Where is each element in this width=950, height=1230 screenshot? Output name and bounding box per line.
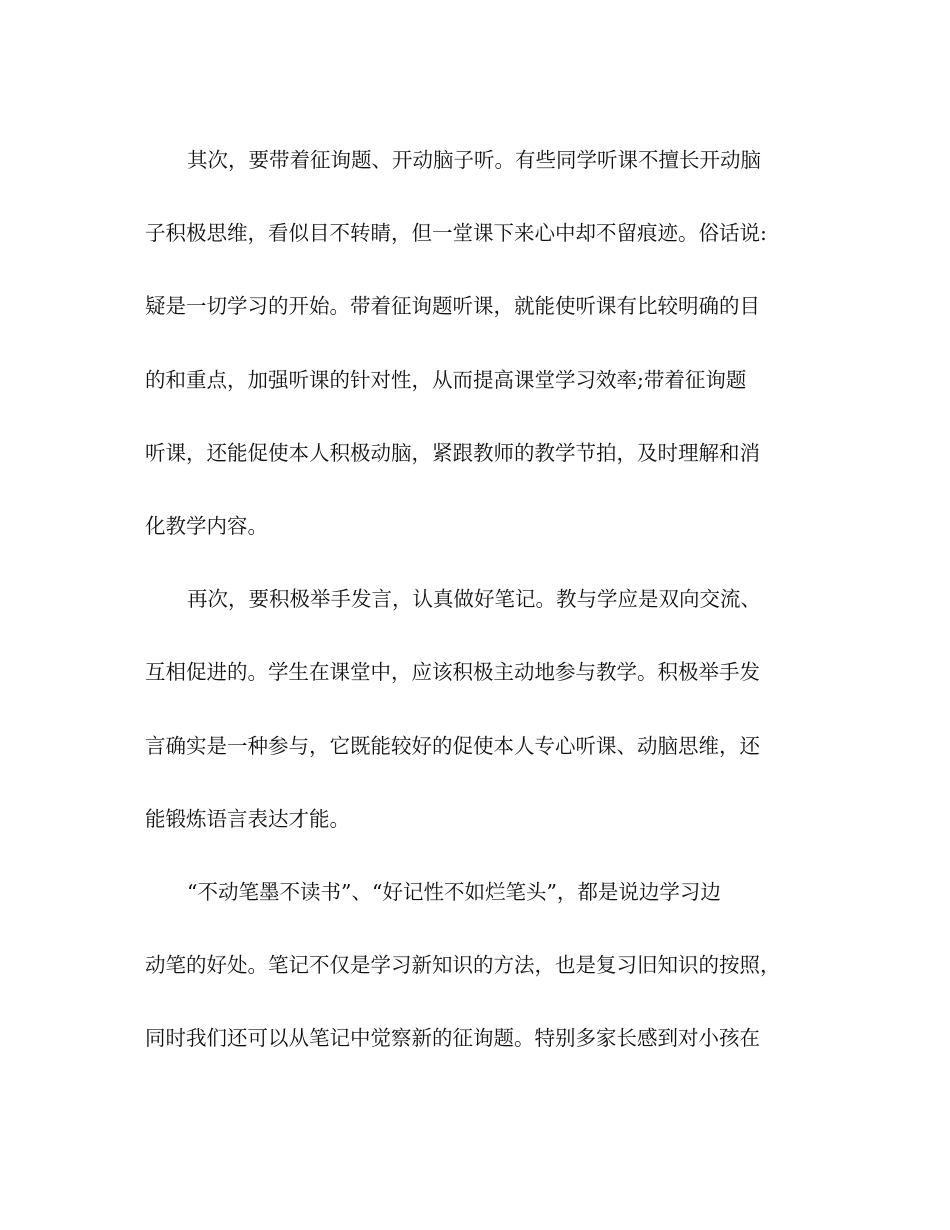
paragraph-line: 的和重点，加强听课的针对性，从而提高课堂学习效率;带着征询题 <box>145 367 747 392</box>
paragraph-line: 言确实是一种参与，它既能较好的促使本人专心听课、动脑思维，还 <box>145 733 760 758</box>
paragraph-line: 同时我们还可以从笔记中觉察新的征询题。特别多家长感到对小孩在 <box>145 1026 760 1051</box>
paragraph-line: 能锻炼语言表达才能。 <box>145 806 350 831</box>
paragraph-line: 再次，要积极举手发言，认真做好笔记。教与学应是双向交流、 <box>187 587 761 612</box>
paragraph-line: “不动笔墨不读书”、“好记性不如烂笔头”，都是说边学习边 <box>187 879 721 904</box>
paragraph-line: 化教学内容。 <box>145 513 268 538</box>
paragraph-line: 子积极思维，看似目不转睛，但一堂课下来心中却不留痕迹。俗话说: <box>145 221 767 246</box>
paragraph-line: 互相促进的。学生在课堂中，应该积极主动地参与教学。积极举手发 <box>145 660 760 685</box>
paragraph-line: 听课，还能促使本人积极动脑，紧跟教师的教学节拍，及时理解和消 <box>145 440 760 465</box>
document-body <box>145 136 815 1087</box>
paragraph-line: 动笔的好处。笔记不仅是学习新知识的方法，也是复习旧知识的按照， <box>145 953 781 978</box>
paragraph-line: 疑是一切学习的开始。带着征询题听课，就能使听课有比较明确的目 <box>145 294 760 319</box>
paragraph-line: 其次，要带着征询题、开动脑子听。有些同学听课不擅长开动脑 <box>187 148 761 172</box>
